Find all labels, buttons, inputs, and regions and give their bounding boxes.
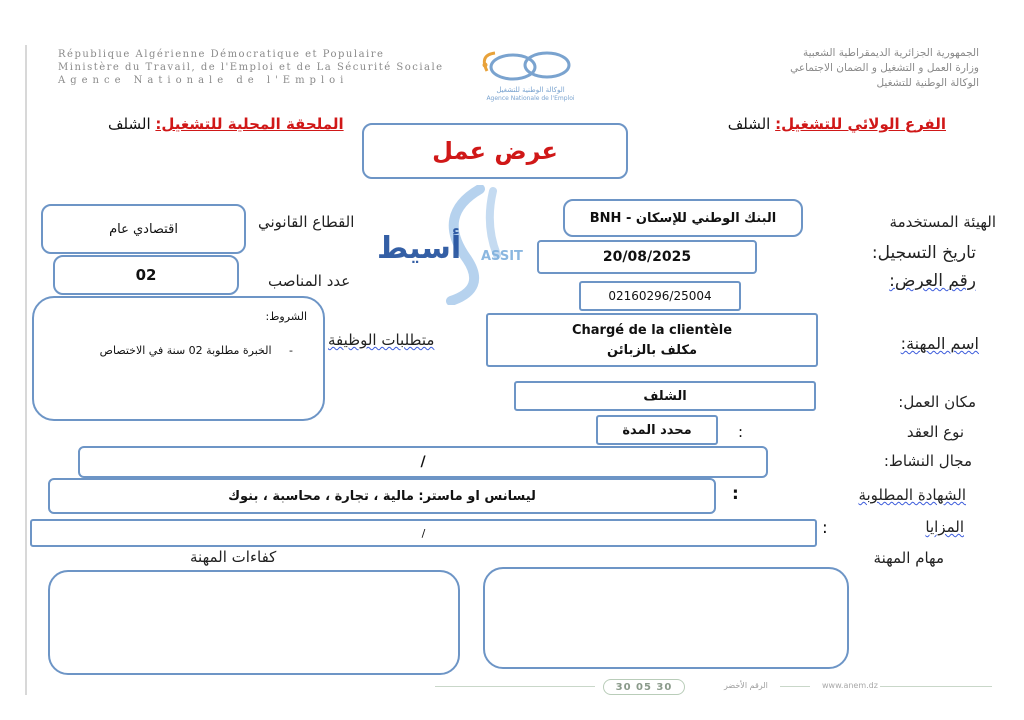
conditions-title: الشروط: xyxy=(265,310,307,323)
local-branch xyxy=(108,115,344,133)
contract-type-box xyxy=(596,415,718,445)
anem-logo-icon xyxy=(465,45,595,89)
logo-text-ar: الوكالة الوطنية للتشغيل xyxy=(496,86,565,94)
footer-line-left xyxy=(435,686,595,687)
tasks-label: مهام المهنة xyxy=(873,549,944,567)
workplace-value: الشلف xyxy=(643,388,687,404)
degree-colon: : xyxy=(732,484,739,504)
header-fr-line2: Ministère du Travail, de l'Emploi et de La Sécurité Sociale xyxy=(58,62,444,73)
job-requirements-label xyxy=(328,331,434,349)
watermark-ar: أسيط xyxy=(377,231,462,266)
positions-count-label: عدد المناصب xyxy=(268,272,351,290)
local-branch-label: الملحقة المحلية للتشغيل: xyxy=(155,115,344,133)
registration-date-box xyxy=(537,240,757,274)
conditions-box xyxy=(32,296,325,421)
employer-label: الهيئة المستخدمة xyxy=(889,213,996,231)
employer-box xyxy=(563,199,803,237)
conditions-list xyxy=(100,344,293,357)
local-branch-value: الشلف xyxy=(108,115,151,133)
legal-sector-label: القطاع القانوني xyxy=(258,213,355,231)
benefits-label-text: المزايا xyxy=(925,518,964,536)
benefits-label xyxy=(925,518,964,536)
anem-logo xyxy=(465,45,595,105)
page-title: عرض عمل xyxy=(432,137,558,165)
profession-value-fr: Chargé de la clientèle xyxy=(571,323,733,338)
header-fr-line3: Agence Nationale de l'Emploi xyxy=(58,75,349,86)
activity-value: / xyxy=(420,454,426,470)
green-number: 30 05 30 xyxy=(615,681,673,693)
degree-label xyxy=(858,486,966,504)
activity-box xyxy=(78,446,768,478)
wilaya-branch xyxy=(728,115,946,133)
skills-box xyxy=(48,570,460,675)
positions-count-box xyxy=(53,255,239,295)
offer-number-value: 02160296/25004 xyxy=(608,289,712,303)
header-ar-line3: الوكالة الوطنية للتشغيل xyxy=(876,77,979,89)
legal-sector-value: اقتصادي عام xyxy=(109,221,178,237)
workplace-box xyxy=(514,381,816,411)
footer-line-far xyxy=(880,686,992,687)
wilaya-branch-label: الفرع الولائي للتشغيل: xyxy=(775,115,946,133)
benefits-value: / xyxy=(421,526,426,540)
header-fr-line1: République Algérienne Démocratique et Populaire xyxy=(58,49,385,60)
wilaya-branch-value: الشلف xyxy=(727,115,771,133)
profession-label xyxy=(901,334,979,353)
tasks-box xyxy=(483,567,849,669)
positions-count-value: 02 xyxy=(135,266,157,284)
contract-type-label: نوع العقد xyxy=(906,423,964,441)
profession-box xyxy=(486,313,818,367)
legal-sector-box xyxy=(41,204,246,254)
watermark xyxy=(375,185,535,305)
registration-date-label: تاريخ التسجيل: xyxy=(871,243,976,263)
skills-label: كفاءات المهنة xyxy=(190,548,277,566)
offer-number-label xyxy=(889,271,976,291)
logo-text-fr: Agence Nationale de l'Emploi xyxy=(486,95,575,102)
conditions-bullet: - xyxy=(289,344,293,357)
profession-label-text: اسم المهنة: xyxy=(900,334,979,353)
margin-line xyxy=(25,45,27,695)
contract-type-value: محدد المدة xyxy=(622,422,692,438)
benefits-box xyxy=(30,519,817,547)
degree-box xyxy=(48,478,716,514)
header-ar-line1: الجمهورية الجزائرية الديمقراطية الشعبية xyxy=(802,47,979,59)
green-number-label: الرقم الأخضر xyxy=(724,681,768,690)
offer-number-label-text: رقم العرض: xyxy=(889,271,976,291)
title-box xyxy=(362,123,628,179)
contract-type-colon: : xyxy=(738,423,744,441)
employer-value: البنك الوطني للإسكان - BNH xyxy=(589,210,777,226)
degree-label-text: الشهادة المطلوبة xyxy=(858,486,966,504)
conditions-item: الخبرة مطلوبة 02 سنة في الاختصاص xyxy=(99,344,272,357)
profession-value-ar: مكلف بالزبائن xyxy=(607,343,697,358)
registration-date-value: 20/08/2025 xyxy=(602,249,692,265)
footer-website: www.anem.dz xyxy=(822,681,878,690)
header-ar-line2: وزارة العمل و التشغيل و الضمان الاجتماعي xyxy=(790,62,979,74)
offer-number-box xyxy=(579,281,741,311)
watermark-en: ASSIT xyxy=(481,249,523,264)
workplace-label: مكان العمل: xyxy=(898,393,976,411)
activity-label: مجال النشاط: xyxy=(883,452,972,470)
green-number-pill xyxy=(603,679,685,695)
benefits-colon: : xyxy=(822,518,828,538)
job-requirements-label-text: متطلبات الوظيفة xyxy=(328,331,435,349)
degree-value: ليسانس او ماستر: مالية ، تجارة ، محاسبة ، بنوك xyxy=(228,488,536,504)
footer-line-right xyxy=(780,686,810,687)
